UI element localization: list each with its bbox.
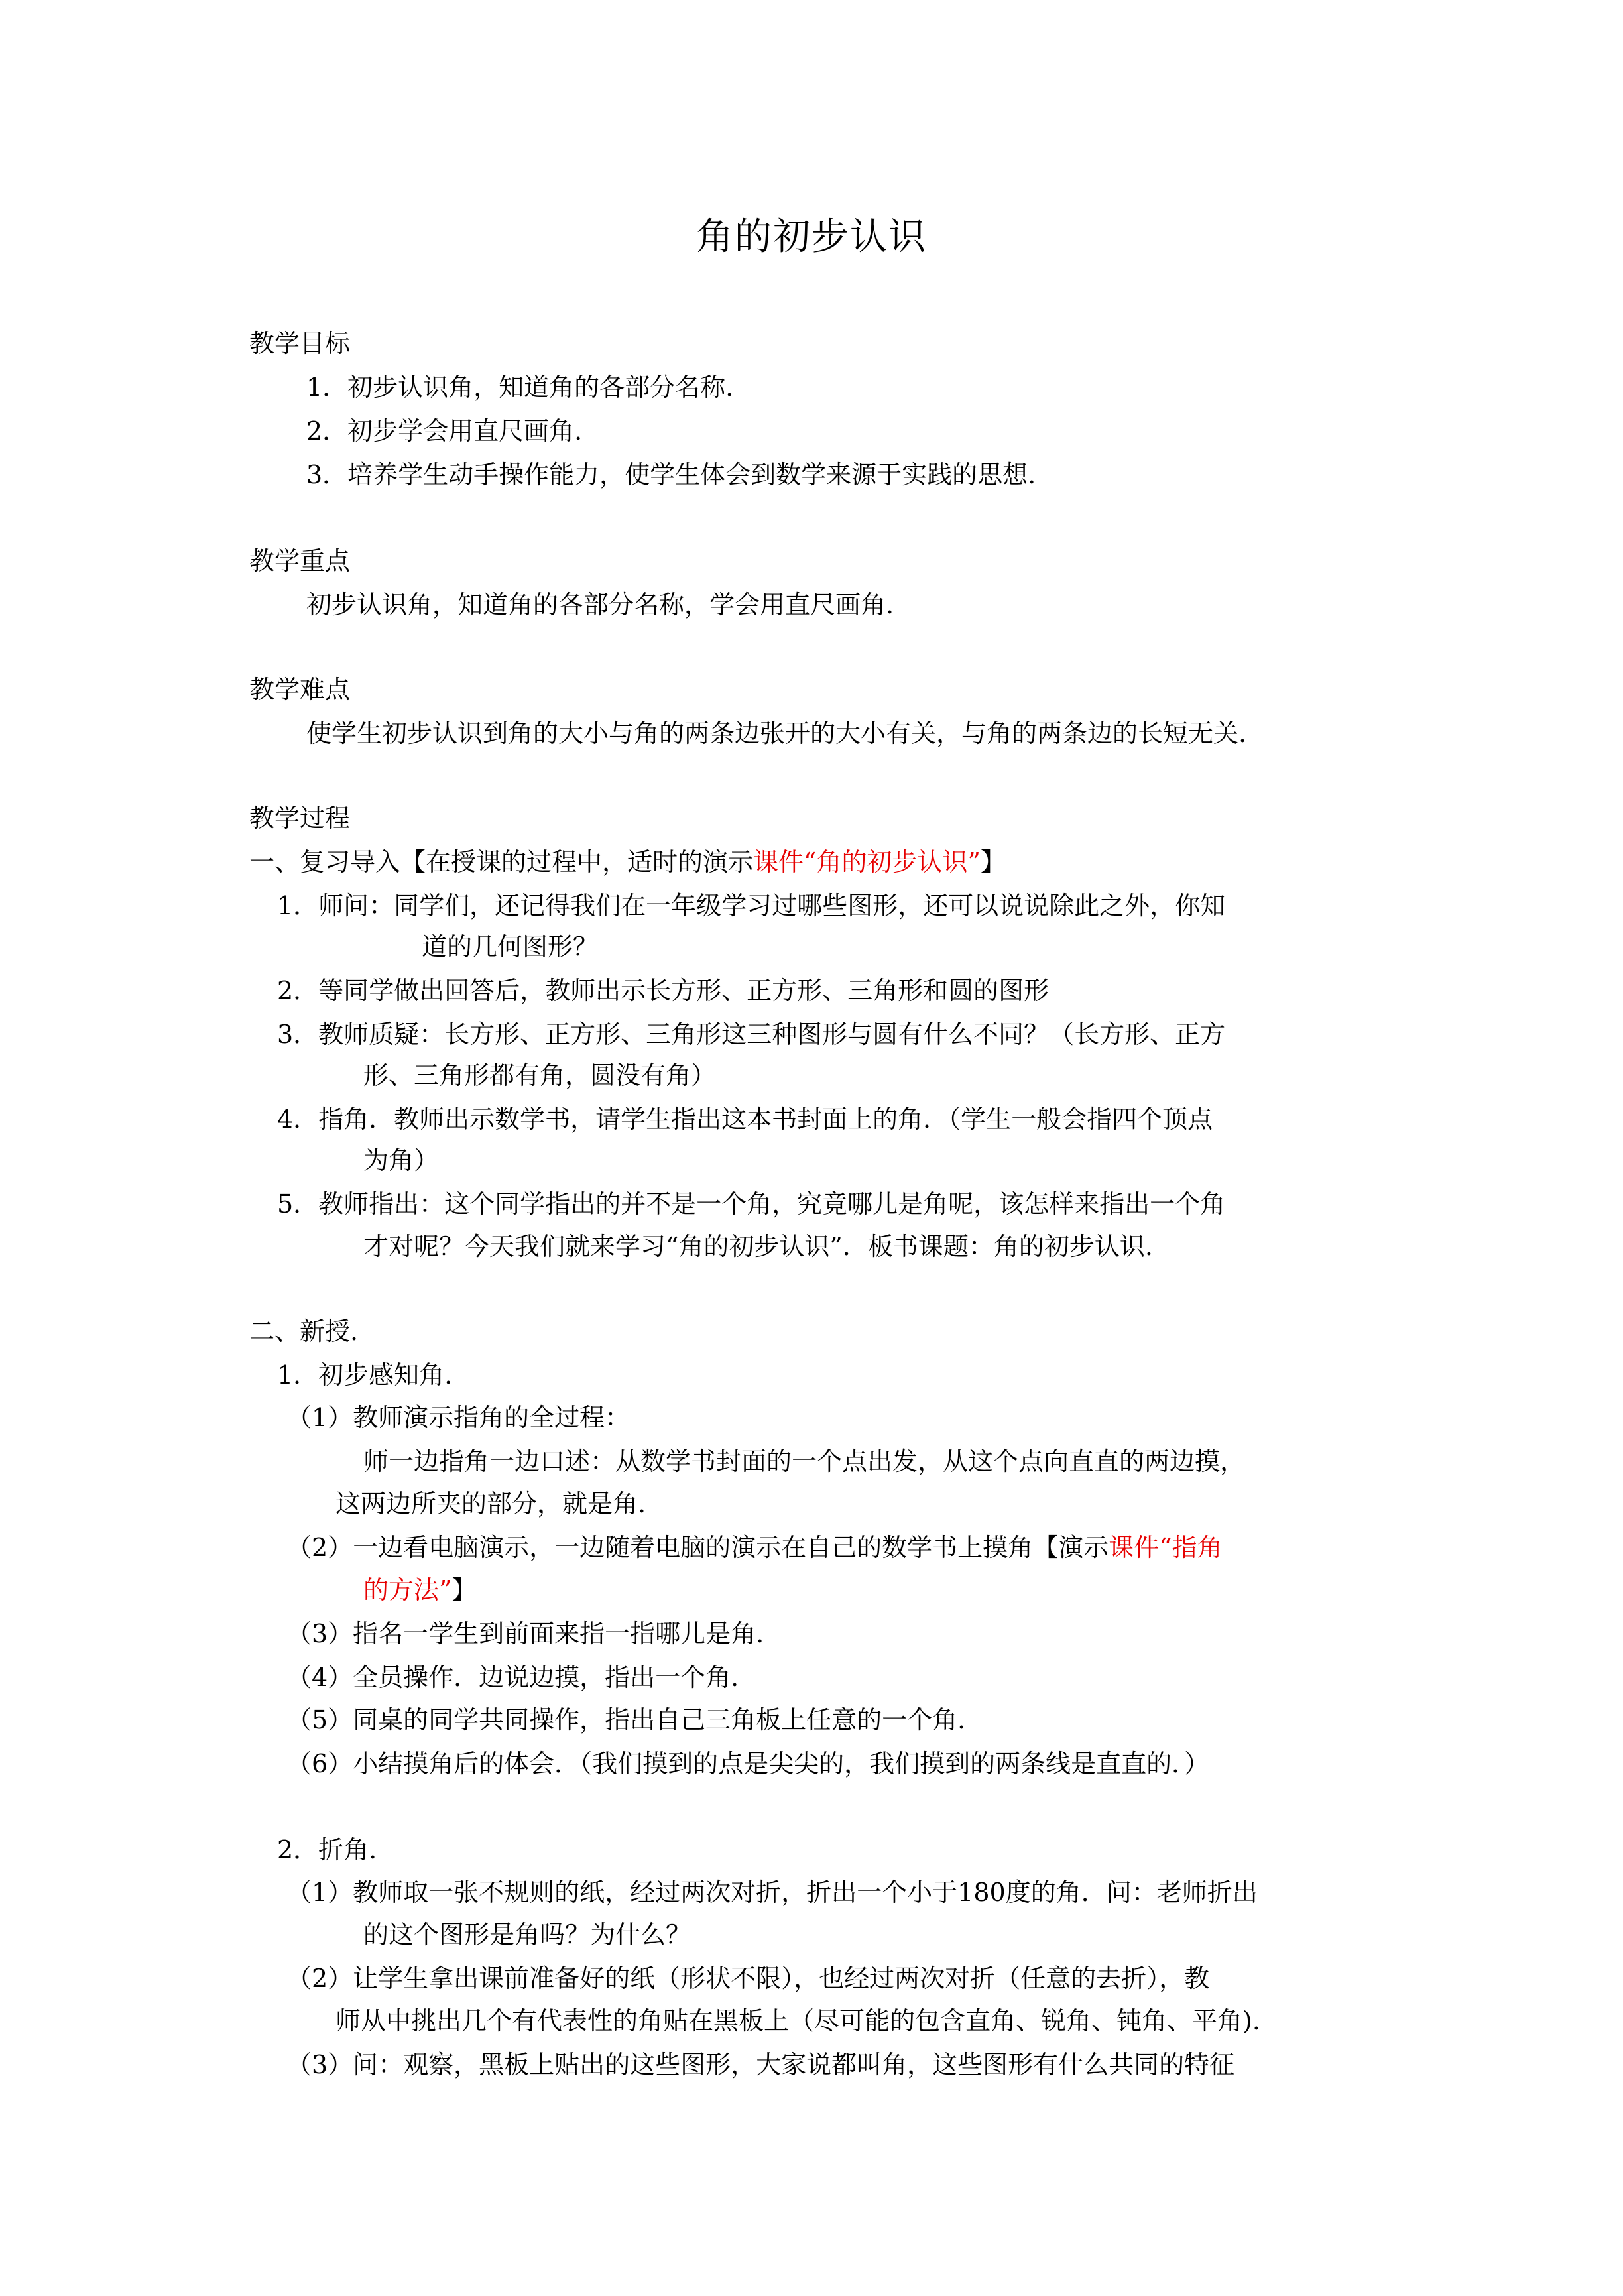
part1-step1-line2: 师一边指角一边口述：从数学书封面的一个点出发，从这个点向直直的两边摸， xyxy=(363,1447,1246,1476)
goals-heading: 教学目标 xyxy=(249,329,351,358)
courseware-link-angle-intro: 课件“角的初步认识” xyxy=(753,847,981,876)
section1-item-1-line1: 1．师问：同学们，还记得我们在一年级学习过哪些图形，还可以说说除此之外，你知 xyxy=(277,891,1226,920)
part2-step2-line1: （2）让学生拿出课前准备好的纸（形状不限），也经过两次对折（任意的去折），教 xyxy=(286,1964,1210,1993)
section1-item-4-line2: 为角） xyxy=(363,1146,440,1175)
part2-step1-line1: （1）教师取一张不规则的纸，经过两次对折，折出一个小于180度的角．问：老师折出 xyxy=(286,1878,1258,1907)
section1-item-3-line1: 3．教师质疑：长方形、正方形、三角形这三种图形与圆有什么不同？（长方形、正方 xyxy=(277,1020,1226,1049)
part1-step2-line2 xyxy=(363,1571,477,1608)
courseware-link-pointing-method: 课件“指角 xyxy=(1109,1533,1223,1562)
difficulties-heading: 教学难点 xyxy=(249,675,351,704)
part2-step3-line1: （3）问：观察，黑板上贴出的这些图形，大家说都叫角，这些图形有什么共同的特征 xyxy=(286,2050,1235,2079)
part2-heading: 2．折角. xyxy=(277,1835,377,1864)
document-title: 角的初步认识 xyxy=(696,215,927,259)
goal-item-1: 1．初步认识角，知道角的各部分名称. xyxy=(306,373,734,402)
section1-heading xyxy=(249,843,1006,880)
part1-step3: （3）指名一学生到前面来指一指哪儿是角. xyxy=(286,1619,764,1648)
part1-step2-prefix: （2）一边看电脑演示，一边随着电脑的演示在自己的数学书上摸角【演示 xyxy=(286,1533,1109,1562)
part1-step5: （5）同桌的同学共同操作，指出自己三角板上任意的一个角. xyxy=(286,1705,966,1734)
part1-step1-line1: （1）教师演示指角的全过程： xyxy=(286,1403,631,1432)
section1-item-4-line1: 4．指角．教师出示数学书，请学生指出这本书封面上的角．（学生一般会指四个顶点 xyxy=(277,1105,1213,1134)
section1-item-5-line1: 5．教师指出：这个同学指出的并不是一个角，究竟哪儿是角呢，该怎样来指出一个角 xyxy=(277,1189,1226,1219)
part1-step2-line1 xyxy=(286,1529,1223,1566)
section1-heading-prefix: 一、复习导入【在授课的过程中，适时的演示 xyxy=(249,847,754,876)
process-heading: 教学过程 xyxy=(249,804,351,833)
section1-item-2: 2．等同学做出回答后，教师出示长方形、正方形、三角形和圆的图形 xyxy=(277,976,1050,1005)
section1-item-5-line2: 才对呢？今天我们就来学习“角的初步认识”．板书课题：角的初步认识. xyxy=(363,1232,1153,1261)
section1-item-1-line2: 道的几何图形？ xyxy=(422,932,599,961)
part2-step1-line2: 的这个图形是角吗？为什么？ xyxy=(363,1920,691,1949)
key-points-text: 初步认识角，知道角的各部分名称，学会用直尺画角. xyxy=(306,590,894,619)
part1-step4: （4）全员操作．边说边摸，指出一个角. xyxy=(286,1663,739,1692)
section1-heading-suffix: 】 xyxy=(980,847,1006,876)
section2-heading: 二、新授. xyxy=(249,1317,359,1346)
difficulties-text: 使学生初步认识到角的大小与角的两条边张开的大小有关，与角的两条边的长短无关. xyxy=(306,719,1247,748)
goal-item-2: 2．初步学会用直尺画角. xyxy=(306,416,583,446)
part1-step6: （6）小结摸角后的体会．（我们摸到的点是尖尖的，我们摸到的两条线是直直的．） xyxy=(286,1749,1210,1778)
goal-item-3: 3．培养学生动手操作能力，使学生体会到数学来源于实践的思想. xyxy=(306,460,1036,489)
part2-step2-line2: 师从中挑出几个有代表性的角贴在黑板上（尽可能的包含直角、锐角、钝角、平角). xyxy=(335,2006,1260,2035)
part1-step1-line3: 这两边所夹的部分，就是角. xyxy=(335,1489,646,1518)
part1-step2-suffix: 】 xyxy=(451,1575,477,1604)
part1-heading: 1．初步感知角. xyxy=(277,1360,453,1390)
courseware-link-pointing-method-cont: 的方法” xyxy=(363,1575,452,1604)
key-points-heading: 教学重点 xyxy=(249,546,351,575)
section1-item-3-line2: 形、三角形都有角，圆没有角） xyxy=(363,1061,717,1090)
